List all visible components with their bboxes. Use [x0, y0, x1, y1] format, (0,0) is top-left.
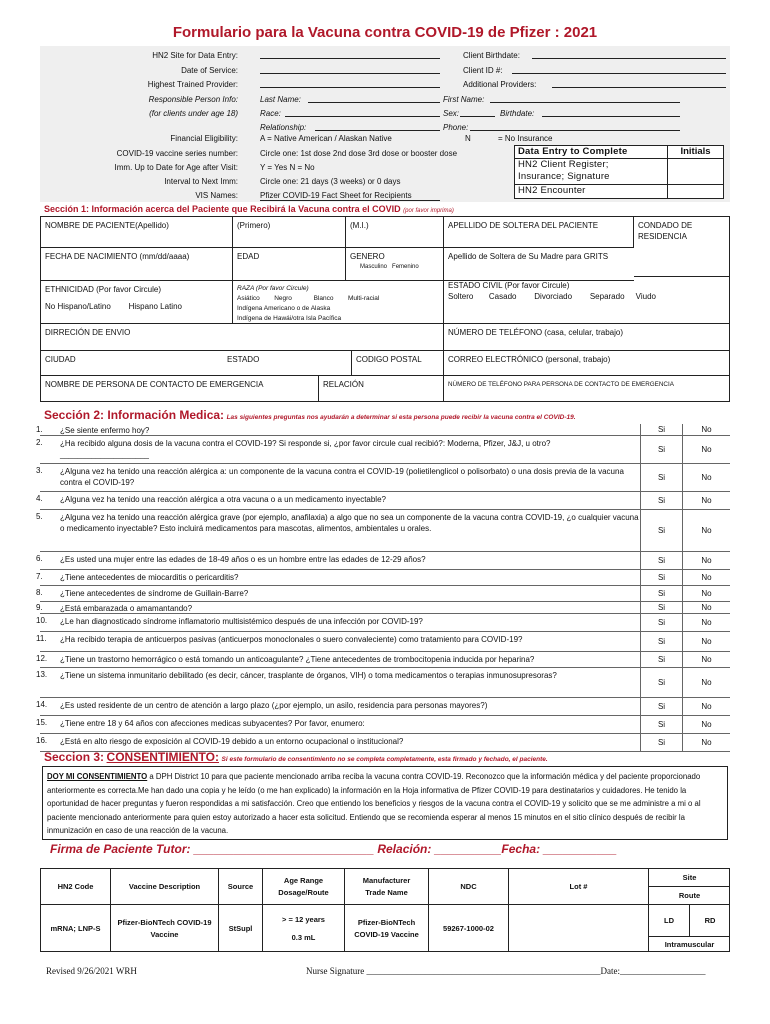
interval-value: Circle one: 21 days (3 weeks) or 0 days	[260, 177, 401, 186]
answer-no[interactable]: No	[682, 436, 730, 463]
trained-field[interactable]	[260, 79, 440, 88]
row1-text: HN2 Client Register;	[518, 159, 609, 170]
providers-field[interactable]	[552, 79, 726, 88]
answer-no[interactable]: No	[682, 734, 730, 751]
section3-note: Si este formulario de consentimiento no se completa completamente, esta firmado y fechado, el paciente.	[221, 756, 548, 763]
question-text: ¿Es usted una mujer entre las edades de 18-49 años o es un hombre entre las edades de 12-29 años?	[60, 555, 426, 564]
h-age	[263, 869, 345, 905]
date-label: Date of Service:	[181, 66, 238, 75]
race-field[interactable]	[285, 108, 440, 117]
answer-no[interactable]: No	[682, 632, 730, 651]
question-text: ¿Alguna vez ha tenido una reacción alérgica a: un componente de la vacuna contra el COVID-19 (polietilenglicol o polisorbato) o una dosis previa de la vacuna contra el COVID-19?	[60, 467, 624, 487]
question-row	[36, 716, 730, 734]
question-text: ¿Se siente enfermo hoy?	[60, 426, 150, 435]
answer-si[interactable]: Si	[640, 570, 682, 585]
patient-signature-line[interactable]: Firma de Paciente Tutor: ___________________________ Relación: __________Fecha: ___________	[50, 842, 617, 856]
gender-m[interactable]: Masculino	[360, 264, 388, 270]
revised-note: Revised 9/26/2021 WRH	[46, 966, 137, 976]
question-text: ¿Tiene antecedentes de síndrome de Guillain-Barre?	[60, 589, 249, 598]
gender-f[interactable]: Femenino	[392, 264, 419, 270]
question-row	[36, 570, 730, 586]
financial-label: Financial Eligibility:	[170, 134, 238, 143]
firstname-cell[interactable]: (Primero)	[233, 217, 346, 248]
site-label: HN2 Site for Data Entry:	[152, 51, 238, 60]
providers-label: Additional Providers:	[463, 80, 537, 89]
section3-heading	[44, 750, 548, 764]
answer-no[interactable]: No	[682, 492, 730, 509]
patient-info-table	[40, 216, 730, 402]
answer-no[interactable]: No	[682, 602, 730, 613]
section1-title: Sección 1: Información acerca del Paciente que Recibirá la Vacuna contra el COVID	[44, 204, 401, 214]
race-cell[interactable]	[233, 281, 444, 324]
ethnicity-options	[45, 301, 228, 312]
race-white[interactable]: Blanco	[313, 295, 334, 302]
section2-note: Las siguientes preguntas nos ayudarán a determinar si esta persona puede recibir la vacuna contra el COVID-19.	[226, 414, 576, 421]
answer-si[interactable]: Si	[640, 436, 682, 463]
gender-label: GENERO	[350, 252, 385, 261]
vis-value: Pfizer COVID-19 Fact Sheet for Recipients	[260, 191, 412, 200]
route-im: Intramuscular	[664, 939, 715, 949]
answer-no[interactable]: No	[682, 424, 730, 435]
question-text: ¿Tiene un sistema inmunitario debilitado (es decir, cáncer, trasplante de órganos, VIH) o toma medicamentos o terapias inmunosupresoras?	[60, 671, 557, 680]
maiden-cell[interactable]: APELLIDO DE SOLTERA DEL PACIENTE	[444, 217, 634, 248]
vis-underline	[260, 190, 440, 201]
vaccine-source: StSupl	[219, 905, 263, 952]
question-number: 6.	[36, 554, 43, 563]
answer-no[interactable]: No	[682, 716, 730, 733]
question-text: ¿Ha recibido alguna dosis de la vacuna contra el COVID-19? Si responde si, ¿por favor circule cual recibió?: Moderna, Pfizer, J&J, u otro? ____________________	[60, 439, 551, 459]
race-native[interactable]: Indígena Americano o de Alaska	[237, 305, 331, 312]
email-cell[interactable]: CORREO ELECTRÓNICO (personal, trabajo)	[444, 351, 730, 376]
consent-text: a DPH District 10 para que paciente mencionado arriba reciba la vacuna contra COVID-19. Reconozco que la información médica y del paciente proporcionado anteriormente es correcta.Me han dado una copia y he leído (o me han explicado) la información en la Hoja informativa de Pfizer COVID-19 para destinatarios y cuidadores. He tenido la oportunidad de hacer preguntas y fueron respondidas a mi satisfacción. Creo que entiendo los beneficios y riesgos de la vacuna contra el COVID-19 y solicito que se me administre a mi o al paciente mencionado anteriormente para quien estoy autorizado a hacer esta solicitud. Entiendo que se recomienda esperar al menos 15 minutos en el sitio clínico después de recibir la inmunización en caso de una reacción de la vacuna.	[47, 772, 701, 835]
section3-title: Seccion 3:	[44, 750, 105, 764]
lastname-cell[interactable]: NOMBRE DE PACIENTE(Apellido)	[41, 217, 233, 248]
question-number: 14.	[36, 700, 48, 709]
phone-label: Phone:	[443, 123, 469, 132]
race-black[interactable]: Negro	[274, 295, 292, 302]
lastname-label: Last Name:	[260, 95, 301, 104]
answer-no[interactable]: No	[682, 570, 730, 585]
question-row	[36, 602, 730, 614]
gender-options	[350, 262, 439, 273]
mi-cell[interactable]: (M.I.)	[346, 217, 444, 248]
dose-value: 0.3 mL	[291, 932, 316, 942]
question-row	[36, 464, 730, 492]
question-number: 13.	[36, 670, 48, 679]
h-age-text: Age Range	[283, 875, 324, 885]
question-row	[36, 552, 730, 570]
h-ndc: NDC	[429, 869, 509, 905]
relationship-field[interactable]	[315, 122, 440, 131]
h-source: Source	[219, 869, 263, 905]
city-cell[interactable]	[41, 351, 351, 376]
answer-si[interactable]: Si	[640, 586, 682, 601]
initials-header: Initials	[680, 146, 711, 157]
h-desc: Vaccine Description	[111, 869, 219, 905]
question-number: 15.	[36, 718, 48, 727]
question-row	[36, 668, 730, 698]
answer-no[interactable]: No	[682, 552, 730, 569]
question-number: 12.	[36, 654, 48, 663]
question-number: 3.	[36, 466, 43, 475]
answer-no[interactable]: No	[682, 652, 730, 667]
answer-no[interactable]: No	[682, 698, 730, 715]
row2-text: Insurance; Signature	[518, 171, 610, 182]
section2-heading	[44, 408, 576, 422]
question-row	[36, 492, 730, 510]
emergency-cell[interactable]: NOMBRE DE PERSONA DE CONTACTO DE EMERGENCIA	[41, 376, 319, 402]
race-title: RAZA (Por favor Circule)	[237, 285, 309, 292]
age-value: > = 12 years	[282, 914, 325, 924]
vis-label: VIS Names:	[195, 191, 238, 200]
consent-lead: DOY MI CONSENTIMIENTO	[47, 772, 148, 781]
answer-si[interactable]: Si	[640, 668, 682, 697]
race-asian[interactable]: Asiático	[237, 295, 260, 302]
answer-si[interactable]: Si	[640, 632, 682, 651]
initials-cell-1[interactable]	[668, 159, 723, 184]
question-row	[36, 510, 730, 552]
question-text: ¿Tiene un trastorno hemorrágico o está tomando un anticoagulante? ¿Tiene antecedentes de trombocitopenia inducida por heparina?	[60, 655, 535, 664]
answer-si[interactable]: Si	[640, 464, 682, 491]
section1-heading	[44, 204, 454, 214]
question-row	[36, 632, 730, 652]
address-cell[interactable]: DIRRECIÓN DE ENVIO	[41, 324, 444, 351]
section3-consent-title: CONSENTIMIENTO:	[106, 750, 219, 764]
question-number: 7.	[36, 572, 43, 581]
marital-label: ESTADO CIVIL (Por favor Circule)	[448, 281, 570, 290]
answer-si[interactable]: Si	[640, 652, 682, 667]
question-text: ¿Ha recibido terapia de anticuerpos pasivas (anticuerpos monoclonales o suero convaleciente) como tratamiento para COVID-19?	[60, 635, 523, 644]
vaccine-trade: Pfizer-BioNTech COVID-19 Vaccine	[345, 905, 429, 952]
question-number: 4.	[36, 494, 43, 503]
question-text: ¿Está embarazada o amamantando?	[60, 604, 193, 613]
financial-n: N	[465, 134, 471, 143]
answer-si[interactable]: Si	[640, 602, 682, 613]
h-mfr	[345, 869, 429, 905]
zip-cell[interactable]: CODIGO POSTAL	[351, 351, 444, 376]
sex-label: Sex:	[443, 109, 460, 118]
phone-field[interactable]	[470, 122, 680, 131]
birthdate2-label: Birthdate:	[500, 109, 535, 118]
age-cell[interactable]: EDAD	[233, 248, 346, 281]
data-entry-header: Data Entry to Complete	[515, 146, 668, 158]
responsible-label: Responsible Person Info:	[148, 95, 238, 104]
uptodate-label: Imm. Up to Date for Age after Visit:	[114, 163, 238, 172]
vaccine-table	[40, 868, 730, 952]
answer-no[interactable]: No	[682, 464, 730, 491]
form-title: Formulario para la Vacuna contra COVID-19 de Pfizer : 2021	[172, 24, 598, 41]
state-label: ESTADO	[227, 355, 260, 364]
question-text: ¿Alguna vez ha tenido una reacción alérgica grave (por ejemplo, anafilaxia) a algo que no sea un componente de la vacuna contra COVID-19, ¿o cualquier vacuna o medicamento inyectable? Esto incluirá medicamentos para mascotas, alimentos, ambientales u orales.	[60, 513, 639, 533]
birthdate-field[interactable]	[532, 50, 726, 59]
uptodate-value: Y = Yes N = No	[260, 163, 315, 172]
eth-his[interactable]: Hispano Latino	[128, 302, 182, 311]
firstname-field[interactable]	[490, 94, 680, 103]
birthdate-label: Client Birthdate:	[463, 51, 520, 60]
date-field[interactable]	[260, 65, 440, 74]
under18-label: (for clients under age 18)	[149, 109, 238, 118]
section1-note: (por favor imprima)	[403, 208, 454, 214]
question-row	[36, 436, 730, 464]
answer-no[interactable]: No	[682, 668, 730, 697]
series-label: COVID-19 vaccine series number:	[116, 149, 238, 158]
question-text: ¿Tiene entre 18 y 64 años con afecciones medicas subyacentes? Por favor, enumero:	[60, 719, 365, 728]
answer-si[interactable]: Si	[640, 734, 682, 751]
dob-cell[interactable]: FECHA DE NACIMIENTO (mm/dd/aaaa)	[41, 248, 233, 281]
marital-cell[interactable]	[444, 277, 730, 324]
h-route: Route	[649, 887, 730, 905]
race-row1	[237, 294, 439, 304]
question-number: 16.	[36, 736, 48, 745]
relationship-label: Relationship:	[260, 123, 307, 132]
eth-non[interactable]: No Hispano/Latino	[45, 302, 111, 311]
question-number: 9.	[36, 603, 43, 612]
series-value: Circle one: 1st dose 2nd dose 3rd dose or booster dose	[260, 149, 458, 158]
phone-cell[interactable]: NÚMERO DE TELÉFONO (casa, celular, trabajo)	[444, 324, 730, 351]
vaccine-age	[263, 905, 345, 952]
lastname-field[interactable]	[308, 94, 440, 103]
admin-block	[40, 46, 730, 202]
sex-field[interactable]	[460, 108, 495, 117]
question-number: 8.	[36, 588, 43, 597]
data-entry-row1	[515, 159, 668, 184]
site-ld[interactable]: LD	[649, 905, 690, 937]
race-hawaii[interactable]: Indígena de Hawái/otra Isla Pacífica	[237, 315, 342, 322]
h-lot: Lot #	[509, 869, 649, 905]
answer-si[interactable]: Si	[640, 716, 682, 733]
gender-cell[interactable]	[346, 248, 444, 281]
h-trade-text: Trade Name	[365, 887, 408, 897]
h-site: Site	[649, 869, 730, 887]
nurse-signature-line[interactable]: Nurse Signature ____________________________________________________Date:___________________	[306, 966, 706, 976]
answer-si[interactable]: Si	[640, 614, 682, 631]
financial-value: A = Native American / Alaskan Native	[260, 134, 392, 143]
vaccine-code: mRNA; LNP-S	[41, 905, 111, 952]
answer-si[interactable]: Si	[640, 424, 682, 435]
firstname-label: First Name:	[443, 95, 485, 104]
question-text: ¿Alguna vez ha tenido una reacción alérgica a otra vacuna o a un medicamento inyectable?	[60, 495, 386, 504]
question-text: ¿Le han diagnosticado síndrome inflamatorio multisistémico después de una infección por COVID-19?	[60, 617, 423, 626]
ethnicity-label: ETHNICIDAD (Por favor Circule)	[45, 285, 162, 294]
question-row	[36, 586, 730, 602]
h-code: HN2 Code	[41, 869, 111, 905]
city-label: CIUDAD	[45, 355, 76, 364]
question-text: ¿Está en alto riesgo de exposición al COVID-19 debido a un entorno ocupacional o institucional?	[60, 737, 404, 746]
h-mfr-text: Manufacturer	[362, 875, 411, 885]
initials-cell-2[interactable]	[668, 185, 723, 198]
question-text: ¿Tiene antecedentes de miocarditis o pericarditis?	[60, 573, 239, 582]
answer-si[interactable]: Si	[640, 492, 682, 509]
mother-maiden-cell[interactable]: Apellido de Soltera de Su Madre para GRITS	[444, 248, 634, 281]
financial-n-value: = No Insurance	[498, 134, 553, 143]
question-text: ¿Es usted residente de un centro de atención a largo plazo (¿por ejemplo, un asilo, residencia para personas mayores?)	[60, 701, 488, 710]
question-row	[36, 652, 730, 668]
answer-no[interactable]: No	[682, 586, 730, 601]
vaccine-desc: Pfizer-BioNTech COVID-19 Vaccine	[111, 905, 219, 952]
question-number: 1.	[36, 425, 43, 434]
vaccine-lot[interactable]	[509, 905, 649, 952]
question-row	[36, 424, 730, 436]
race-multi[interactable]: Multi-racial	[347, 295, 380, 302]
question-number: 5.	[36, 512, 43, 521]
site-field[interactable]	[260, 50, 440, 59]
race-label: Race:	[260, 109, 281, 118]
answer-si[interactable]: Si	[640, 698, 682, 715]
interval-label: Interval to Next Imm:	[164, 177, 238, 186]
answer-si[interactable]: Si	[640, 510, 682, 551]
site-rd[interactable]: RD	[690, 905, 730, 937]
clientid-field[interactable]	[512, 65, 726, 74]
answer-no[interactable]: No	[682, 614, 730, 631]
consent-box	[42, 766, 728, 840]
question-row	[36, 698, 730, 716]
section2-title: Sección 2: Información Medica:	[44, 408, 225, 422]
question-number: 10.	[36, 616, 48, 625]
county-cell[interactable]: CONDADO DE RESIDENCIA	[634, 217, 730, 277]
answer-no[interactable]: No	[682, 510, 730, 551]
vaccine-ndc: 59267-1000-02	[429, 905, 509, 952]
ethnicity-cell[interactable]	[41, 281, 233, 324]
question-number: 2.	[36, 438, 43, 447]
data-entry-box	[514, 145, 724, 199]
answer-si[interactable]: Si	[640, 552, 682, 569]
h-dosage-text: Dosage/Route	[278, 887, 329, 897]
marital-options[interactable]: Soltero Casado Divorciado Separado Viudo	[448, 292, 656, 301]
clientid-label: Client ID #:	[463, 66, 503, 75]
question-row	[36, 614, 730, 632]
emergency-phone-cell[interactable]: NÚMERO DE TELÉFONO PARA PERSONA DE CONTACTO DE EMERGENCIA	[448, 381, 674, 388]
relation-cell[interactable]: RELACIÓN	[319, 376, 444, 402]
birthdate2-field[interactable]	[542, 108, 680, 117]
question-number: 11.	[36, 634, 47, 643]
trained-label: Highest Trained Provider:	[147, 80, 238, 89]
data-entry-row3: HN2 Encounter	[515, 185, 668, 198]
